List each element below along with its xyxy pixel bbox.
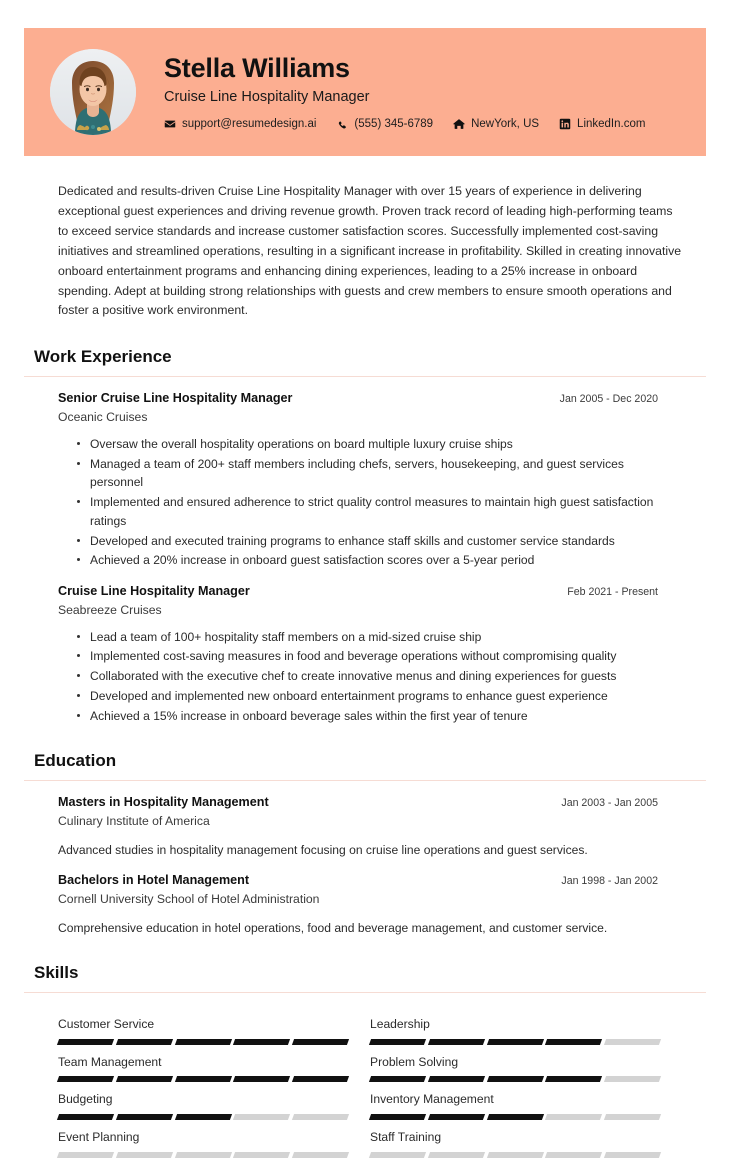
avatar [50,49,136,135]
divider [24,376,706,377]
page-title: Stella Williams [164,53,350,84]
list-item: Implemented and ensured adherence to strict quality control measures to maintain high guest satisfaction ratings [76,493,658,530]
skill-level-segment [175,1114,232,1120]
contact-list [164,118,680,130]
skill-level-bar [370,1114,660,1120]
list-item: Oversaw the overall hospitality operations on board multiple luxury cruise ships [76,435,658,454]
education-entry-head [58,873,658,889]
contact-linkedin-text: LinkedIn.com [577,117,646,130]
contact-phone-text: (555) 345-6789 [354,117,434,130]
contact-linkedin[interactable] [559,118,645,130]
skill-level-segment [604,1039,661,1045]
skill-name: Budgeting [58,1092,113,1107]
education-entry [24,873,706,937]
skill-level-segment [57,1114,114,1120]
divider [24,780,706,781]
skill-level-segment [116,1114,173,1120]
skill-level-segment [116,1152,173,1158]
divider [24,992,706,993]
contact-location[interactable] [453,118,539,130]
skill-level-bar [58,1076,348,1082]
skill-level-segment [57,1076,114,1082]
skill-level-segment [233,1039,290,1045]
skills-section [24,963,706,1158]
education-degree: Bachelors in Hotel Management [58,873,250,888]
skill-level-segment [487,1152,544,1158]
skill-level-segment [233,1076,290,1082]
list-item: Achieved a 20% increase in onboard guest satisfaction scores over a 5-year period [76,551,658,570]
skill-level-segment [428,1152,485,1158]
work-position: Senior Cruise Line Hospitality Manager [58,391,293,406]
list-item: Lead a team of 100+ hospitality staff members on a mid-sized cruise ship [76,628,658,647]
skill-level-segment [428,1076,485,1082]
skill-level-segment [428,1039,485,1045]
skill-level-bar [58,1152,348,1158]
job-title: Cruise Line Hospitality Manager [164,89,370,106]
list-item: Developed and executed training programs to enhance staff skills and customer service standards [76,532,658,551]
skill-level-segment [57,1039,114,1045]
skill-level-segment [233,1114,290,1120]
skill-name: Inventory Management [370,1092,494,1107]
skill-item [58,1045,348,1083]
skill-level-bar [370,1076,660,1082]
list-item: Managed a team of 200+ staff members including chefs, servers, housekeeping, and guest services personnel [76,455,658,492]
education-date: Jan 1998 - Jan 2002 [561,875,658,888]
education-entry-head [58,795,658,811]
work-date: Feb 2021 - Present [567,586,658,599]
skill-level-segment [175,1076,232,1082]
resume-page [0,28,730,1144]
education-section [24,751,706,936]
contact-location-text: NewYork, US [471,117,540,130]
skill-item [370,1045,660,1083]
skill-level-segment [57,1152,114,1158]
skill-level-segment [487,1039,544,1045]
skill-item [58,1082,348,1120]
home-icon [453,118,465,130]
skill-level-segment [292,1152,349,1158]
education-date: Jan 2003 - Jan 2005 [561,797,658,810]
contact-email-text: support@resumedesign.ai [182,117,317,130]
skill-level-bar [370,1039,660,1045]
skill-level-segment [233,1152,290,1158]
skill-level-segment [292,1114,349,1120]
skill-item [370,1007,660,1045]
skill-level-segment [369,1152,426,1158]
work-entry-head [58,391,658,407]
skill-level-segment [604,1114,661,1120]
skill-level-segment [487,1114,544,1120]
linkedin-icon [559,118,571,130]
skill-level-segment [487,1076,544,1082]
skill-level-segment [428,1114,485,1120]
skill-name: Customer Service [58,1016,155,1031]
skill-item [58,1120,348,1158]
skill-level-segment [369,1076,426,1082]
skill-level-segment [116,1076,173,1082]
work-company: Seabreeze Cruises [58,602,162,617]
skill-name: Team Management [58,1054,162,1069]
skill-level-segment [369,1039,426,1045]
list-item: Achieved a 15% increase in onboard beverage sales within the first year of tenure [76,707,658,726]
education-description: Advanced studies in hospitality management focusing on cruise line operations and guest services. [58,842,588,857]
contact-phone[interactable] [336,118,433,130]
work-date: Jan 2005 - Dec 2020 [559,393,658,406]
skill-item [370,1082,660,1120]
skill-level-segment [604,1076,661,1082]
work-position: Cruise Line Hospitality Manager [58,584,250,599]
skill-name: Staff Training [370,1129,442,1144]
skill-level-segment [116,1039,173,1045]
skill-level-segment [545,1039,602,1045]
skill-level-segment [545,1114,602,1120]
skill-level-segment [369,1114,426,1120]
work-entry [24,391,706,570]
education-school: Culinary Institute of America [58,814,210,829]
resume-header [24,28,706,156]
skill-level-bar [370,1152,660,1158]
work-entry [24,584,706,725]
skill-level-segment [545,1152,602,1158]
skill-level-segment [175,1152,232,1158]
skill-name: Leadership [370,1016,430,1031]
skill-level-segment [292,1039,349,1045]
skill-item [370,1120,660,1158]
skill-level-segment [604,1152,661,1158]
skill-name: Event Planning [58,1129,140,1144]
work-experience-section [24,347,706,725]
education-description: Comprehensive education in hotel operations, food and beverage management, and customer service. [58,920,608,935]
work-company: Oceanic Cruises [58,410,148,425]
phone-icon [336,118,348,130]
work-experience-heading: Work Experience [34,347,172,367]
skills-grid [24,1007,706,1158]
contact-email[interactable] [164,118,316,130]
skill-level-segment [175,1039,232,1045]
skill-level-bar [58,1039,348,1045]
education-school: Cornell University School of Hotel Administration [58,891,320,906]
professional-summary: Dedicated and results-driven Cruise Line Hospitality Manager with over 15 years of experience in delivering exceptional guest experiences and driving revenue growth. Proven track record of leading high-performing teams to exceed service standards and increase customer satisfaction scores. Successfully implemented cost-saving initiatives and streamlined operations, resulting in a significant increase in profitability. Skilled in creating innovative onboard entertainment programs and enhancing dining experiences, leading to a 25% increase in onboard spending. Adept at building strong relationships with guests and crew members to ensure smooth operations and foster a positive work environment. [58,184,682,318]
envelope-icon [164,118,176,130]
work-bullets [58,435,658,570]
education-entry [24,795,706,859]
skill-name: Problem Solving [370,1054,459,1069]
list-item: Collaborated with the executive chef to create innovative menus and dining experiences for guests [76,667,658,686]
skill-item [58,1007,348,1045]
list-item: Implemented cost-saving measures in food and beverage operations without compromising quality [76,647,658,666]
list-item: Developed and implemented new onboard entertainment programs to enhance guest experience [76,687,658,706]
education-degree: Masters in Hospitality Management [58,795,269,810]
skill-level-bar [58,1114,348,1120]
skill-level-segment [545,1076,602,1082]
portrait-photo-icon [50,49,136,135]
header-text [164,54,680,129]
education-heading: Education [34,751,117,771]
skill-level-segment [292,1076,349,1082]
work-entry-head [58,584,658,600]
work-bullets [58,628,658,726]
skills-heading: Skills [34,962,79,982]
